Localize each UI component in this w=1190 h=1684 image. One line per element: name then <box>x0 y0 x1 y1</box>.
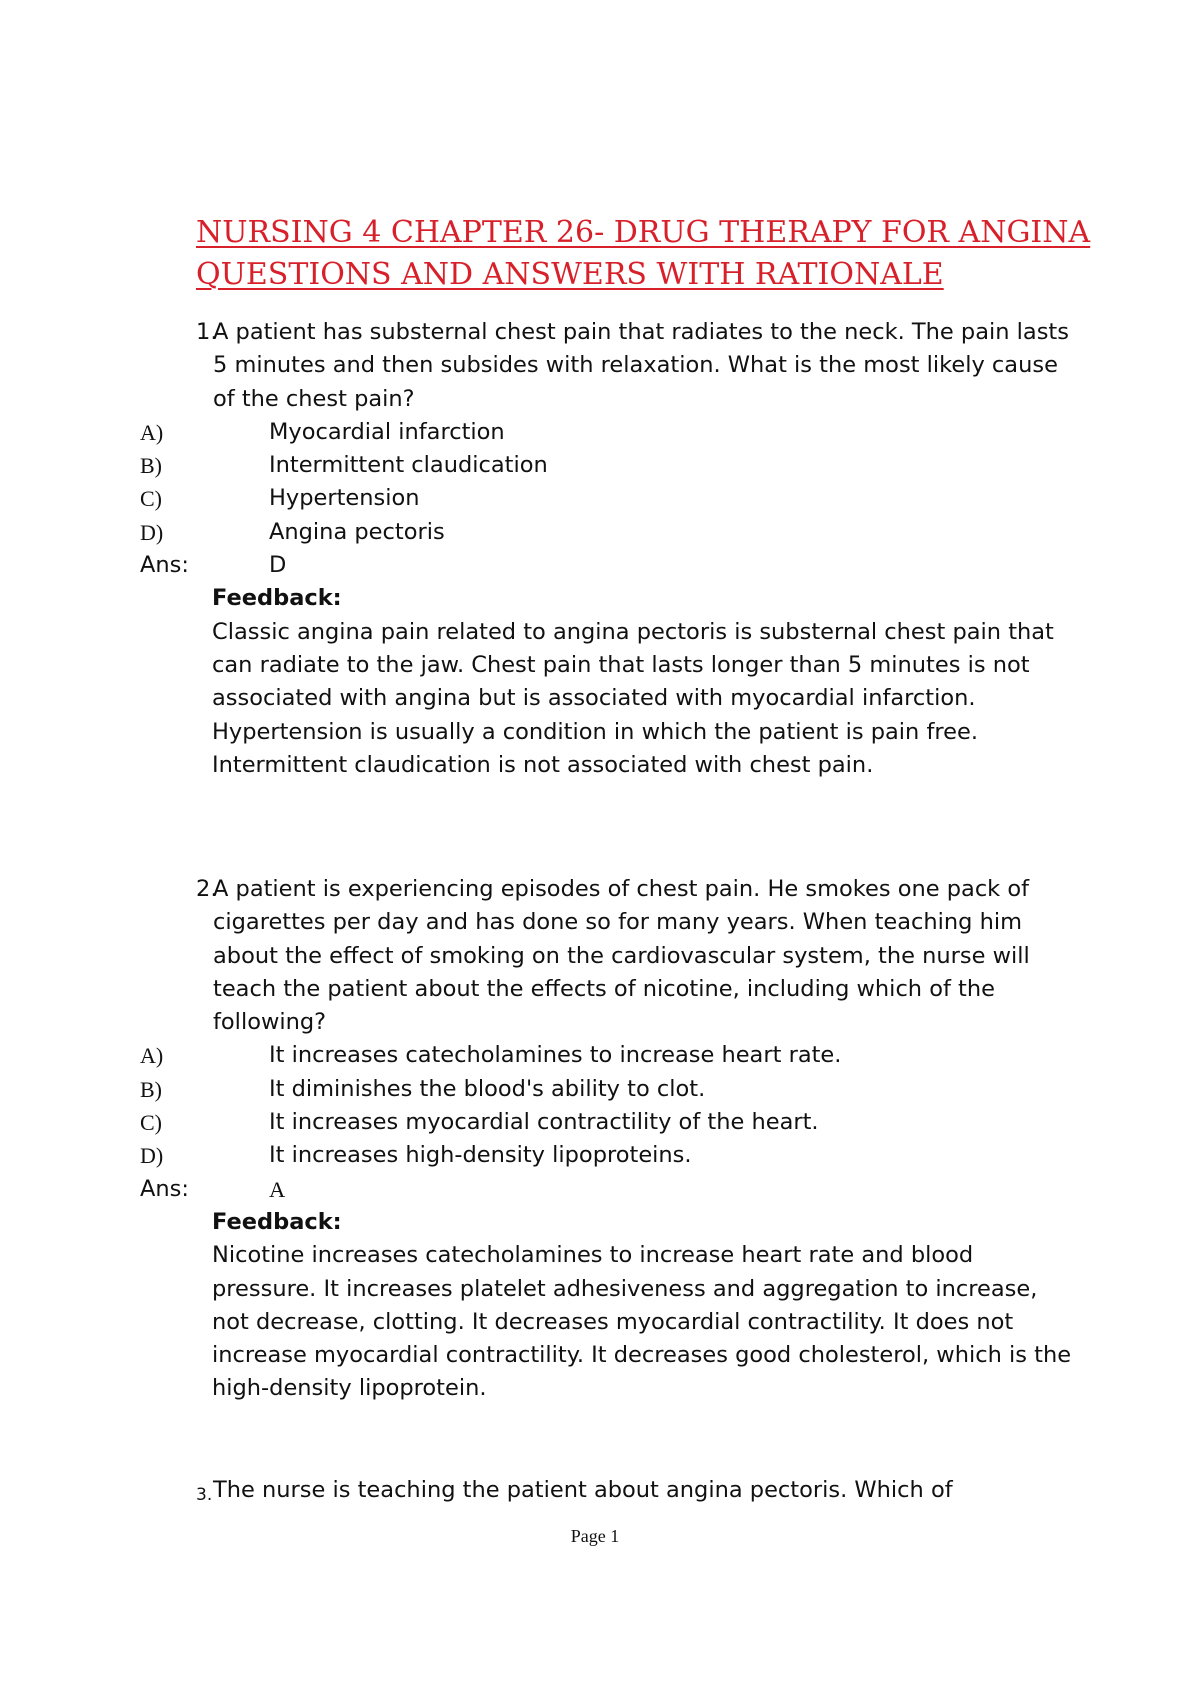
title-line-2: QUESTIONS AND ANSWERS WITH RATIONALE <box>196 257 944 292</box>
feedback-line: associated with angina but is associated with myocardial infarction. <box>212 685 976 712</box>
feedback-line: pressure. It increases platelet adhesiveness and aggregation to increase, <box>212 1275 1038 1302</box>
option-d <box>0 1139 1190 1172</box>
stem-line: teach the patient about the effects of nicotine, including which of the <box>213 975 995 1002</box>
option-a <box>0 416 1190 449</box>
option-text: It increases myocardial contractility of the heart. <box>269 1109 819 1136</box>
document-title <box>196 212 1096 296</box>
stem-line: A patient is experiencing episodes of chest pain. He smokes one pack of <box>213 876 1030 902</box>
title-line-1: NURSING 4 CHAPTER 26- DRUG THERAPY FOR ANGINA <box>196 215 1091 250</box>
option-text: Myocardial infarction <box>269 418 505 445</box>
feedback-line: Nicotine increases catecholamines to increase heart rate and blood <box>212 1242 974 1269</box>
answer-row <box>0 1173 1190 1206</box>
stem-line: following? <box>213 1009 327 1036</box>
option-text: It diminishes the blood's ability to clot. <box>269 1075 706 1102</box>
option-text: Angina pectoris <box>269 518 445 545</box>
option-c <box>0 1106 1190 1139</box>
feedback-line: not decrease, clotting. It decreases myocardial contractility. It does not <box>212 1308 1014 1335</box>
answer-row <box>0 549 1190 582</box>
option-b <box>0 449 1190 482</box>
option-letter: A) <box>140 419 164 445</box>
stem-line: about the effect of smoking on the cardiovascular system, the nurse will <box>213 942 1030 969</box>
feedback-line: increase myocardial contractility. It decreases good cholesterol, which is the <box>212 1342 1072 1369</box>
option-letter: B) <box>140 453 162 479</box>
option-text: Hypertension <box>269 485 420 512</box>
feedback-line: Hypertension is usually a condition in which the patient is pain free. <box>212 718 978 745</box>
feedback-text <box>212 616 1072 782</box>
answer-value: D <box>269 552 287 579</box>
feedback-text <box>212 1239 1072 1405</box>
answer-label: Ans: <box>140 552 189 579</box>
option-b <box>0 1073 1190 1106</box>
option-text: It increases catecholamines to increase heart rate. <box>269 1042 842 1069</box>
stem-line: of the chest pain? <box>213 385 415 412</box>
question-stem <box>196 316 1073 416</box>
feedback-line: Classic angina pain related to angina pectoris is substernal chest pain that <box>212 618 1054 645</box>
option-letter: B) <box>140 1076 162 1102</box>
option-letter: D) <box>140 1143 164 1169</box>
feedback-line: Intermittent claudication is not associated with chest pain. <box>212 751 874 778</box>
option-text: It increases high-density lipoproteins. <box>269 1142 692 1169</box>
feedback-line: high-density lipoprotein. <box>212 1375 487 1402</box>
question-number: 3. <box>196 1485 213 1505</box>
option-letter: C) <box>140 486 162 512</box>
option-letter: C) <box>140 1110 162 1136</box>
stem-line: cigarettes per day and has done so for many years. When teaching him <box>213 909 1023 936</box>
question-3 <box>0 1474 1190 1507</box>
option-c <box>0 482 1190 515</box>
answer-value: A <box>269 1176 286 1202</box>
stem-line: A patient has substernal chest pain that radiates to the neck. The pain lasts <box>213 319 1069 345</box>
option-a <box>0 1039 1190 1072</box>
stem-line: 5 minutes and then subsides with relaxation. What is the most likely cause <box>213 352 1058 379</box>
question-stem <box>196 1474 1073 1507</box>
option-text: Intermittent claudication <box>269 452 548 479</box>
feedback-heading: Feedback: <box>212 1208 342 1235</box>
question-1 <box>0 316 1190 782</box>
question-number: 1. <box>196 319 218 345</box>
page-number: Page 1 <box>570 1526 620 1546</box>
question-stem <box>196 873 1073 1039</box>
feedback-line: can radiate to the jaw. Chest pain that lasts longer than 5 minutes is not <box>212 651 1030 678</box>
stem-line: The nurse is teaching the patient about angina pectoris. Which of <box>213 1477 953 1503</box>
option-d <box>0 516 1190 549</box>
answer-label: Ans: <box>140 1175 189 1202</box>
option-letter: D) <box>140 519 164 545</box>
question-2 <box>0 873 1190 1406</box>
question-number: 2. <box>196 876 218 902</box>
option-letter: A) <box>140 1043 164 1069</box>
feedback-heading: Feedback: <box>212 585 342 612</box>
